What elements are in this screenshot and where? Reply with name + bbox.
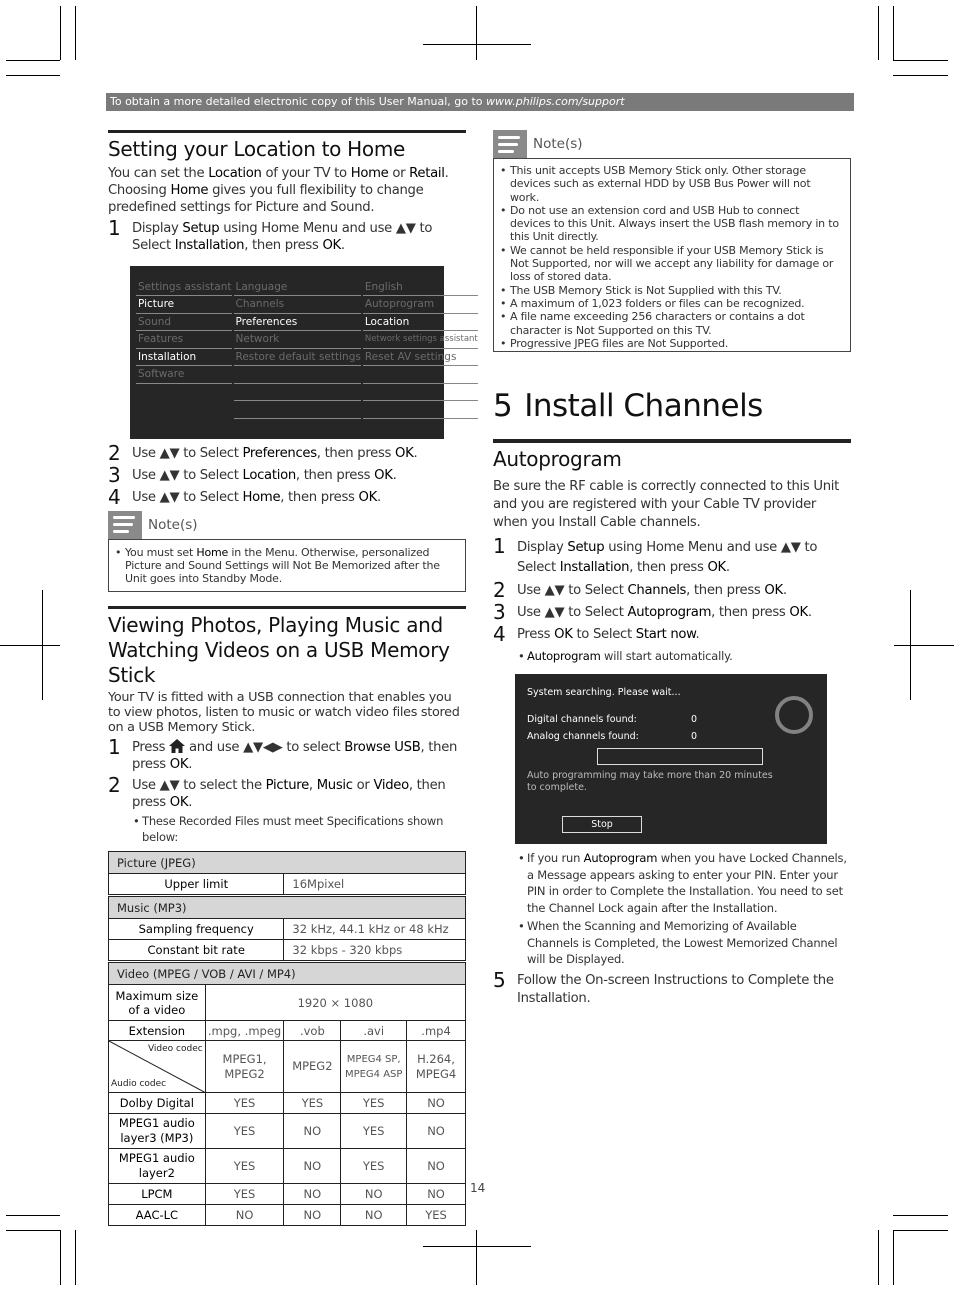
video-header: Video (MPEG / VOB / AVI / MP4) [109, 963, 466, 985]
support-cell: YES [205, 1093, 284, 1114]
codec-cell: H.264, MPEG4 [407, 1041, 466, 1093]
picture-header: Picture (JPEG) [109, 852, 466, 874]
menu-row [136, 296, 478, 314]
banner-text: To obtain a more detailed electronic copy of this User Manual, go to [110, 95, 487, 108]
music-header: Music (MP3) [109, 897, 466, 919]
home-icon [169, 739, 185, 753]
crop-mark [423, 44, 531, 45]
support-cell: NO [284, 1184, 341, 1205]
menu-cell: Network settings assistant [363, 331, 478, 349]
note-item: • You must set Home in the Menu. Otherwise, personalized Picture and Sound Settings will Not Be Memorized after the Unit goes into Standby Mode. [115, 546, 457, 586]
autoprogram-bullet: • Autoprogram will start automatically. [493, 648, 851, 664]
sampling-value: 32 kHz, 44.1 kHz or 48 kHz [284, 919, 466, 940]
support-cell: NO [407, 1093, 466, 1114]
support-cell: NO [341, 1205, 407, 1226]
note-header [108, 511, 466, 539]
support-cell: YES [341, 1093, 407, 1114]
audio-format-label: LPCM [109, 1184, 206, 1205]
support-cell: NO [341, 1184, 407, 1205]
note-item: • This unit accepts USB Memory Stick only. Other storage devices such as external HDD by USB Bus Power will not work. [500, 164, 842, 204]
progress-bar [597, 748, 763, 765]
crop-mark [893, 1230, 948, 1231]
cbr-label: Constant bit rate [109, 940, 284, 961]
menu-cell: Features [136, 331, 232, 349]
chapter-title [493, 386, 851, 426]
crop-mark [423, 1246, 531, 1247]
usb-intro: Your TV is fitted with a USB connection that enables you to view photos, listen to music or watch video files stored on a USB Memory Stick. [108, 690, 460, 736]
menu-cell [363, 366, 478, 384]
table-row [109, 1149, 466, 1184]
crop-mark [75, 1230, 76, 1285]
extension-cell: .mpg, .mpeg [205, 1021, 284, 1041]
audio-format-label: MPEG1 audio layer3 (MP3) [109, 1114, 206, 1149]
searching-text: System searching. Please wait... [527, 687, 681, 699]
crop-mark [0, 645, 60, 646]
crop-mark [893, 1230, 894, 1285]
support-cell: YES [407, 1205, 466, 1226]
support-banner [106, 93, 854, 111]
note-item: • Do not use an extension cord and USB Hub to connect devices to this Unit. Always insert the USB flash memory in to this Unit directly. [500, 204, 842, 244]
crop-mark [476, 1230, 477, 1285]
crop-mark [893, 6, 894, 60]
menu-cell [136, 401, 232, 419]
crop-mark [6, 60, 60, 61]
note-label: Note(s) [533, 136, 583, 152]
menu-cell [363, 383, 478, 401]
menu-row [136, 348, 478, 366]
digital-label: Digital channels found: [527, 714, 637, 726]
menu-cell [234, 401, 361, 419]
codec-cell: MPEG2 [284, 1041, 341, 1093]
location-step-1 [108, 218, 466, 254]
support-cell: NO [407, 1184, 466, 1205]
menu-cell: Network [234, 331, 361, 349]
menu-cell: Reset AV settings [363, 348, 478, 366]
note-icon [493, 130, 527, 158]
extension-cell: .vob [284, 1021, 341, 1041]
crop-mark [878, 6, 879, 60]
support-cell: NO [205, 1205, 284, 1226]
crop-mark [476, 6, 477, 60]
digital-value: 0 [691, 714, 698, 726]
sampling-label: Sampling frequency [109, 919, 284, 940]
menu-row [136, 278, 478, 296]
autoprogram-intro: Be sure the RF cable is correctly connected to this Unit and you are registered with your Cable TV provider when you Install Cable channels. [493, 479, 840, 531]
usb-step-1: 1 Press and use ▲▼◀▶ to select Browse USB, then press OK. [108, 735, 458, 773]
search-screen-screenshot [515, 674, 827, 844]
crop-mark [893, 75, 948, 76]
support-cell: YES [341, 1114, 407, 1149]
auto-step-4: 4 Press OK to Select Start now. [493, 622, 700, 647]
menu-cell: Restore default settings [234, 348, 361, 366]
step-text: Display Setup using Home Menu and use ▲▼ to Select Installation, then press OK. [132, 221, 433, 253]
menu-cell: Sound [136, 313, 232, 331]
usb-notes-list [500, 164, 842, 350]
table-row [109, 1114, 466, 1149]
location-step-3: 3 Use ▲▼ to Select Location, then press OK. [108, 462, 397, 487]
support-cell: YES [205, 1114, 284, 1149]
note-icon [108, 511, 142, 539]
support-cell: NO [407, 1114, 466, 1149]
extension-cell: .avi [341, 1021, 407, 1041]
spinner-icon [775, 696, 813, 734]
max-size-label: Maximum size of a video [109, 985, 206, 1021]
setup-menu-table [136, 278, 478, 419]
crop-mark [6, 1230, 60, 1231]
right-column [493, 130, 851, 1008]
extension-cell: .mp4 [407, 1021, 466, 1041]
video-codec-label: Video codec [147, 1044, 203, 1055]
crop-mark [893, 60, 948, 61]
menu-cell: Software [136, 366, 232, 384]
chapter-number: 5 [493, 388, 513, 425]
crop-mark [60, 6, 61, 60]
table-row [109, 1184, 466, 1205]
audio-format-label: Dolby Digital [109, 1093, 206, 1114]
support-cell: NO [284, 1149, 341, 1184]
max-size-value: 1920 × 1080 [205, 985, 465, 1021]
note-item: • A maximum of 1,023 folders or files can be recognized. [500, 297, 842, 310]
menu-row [136, 313, 478, 331]
analog-label: Analog channels found: [527, 731, 639, 743]
location-step-2: 2 Use ▲▼ to Select Preferences, then press OK. [108, 440, 418, 465]
section-title-location: Setting your Location to Home [108, 137, 406, 161]
cbr-value: 32 kbps - 320 kbps [284, 940, 466, 961]
auto-step-1: 1 Display Setup using Home Menu and use ▲▼ to Select Installation, then press OK. [493, 534, 818, 576]
support-cell: YES [341, 1149, 407, 1184]
table-row [109, 1205, 466, 1226]
audio-format-label: MPEG1 audio layer2 [109, 1149, 206, 1184]
note-item: • A file name exceeding 256 characters or contains a dot character is Not Supported on this TV. [500, 310, 842, 337]
support-cell: NO [284, 1114, 341, 1149]
usb-spec-table [108, 851, 466, 1226]
usb-spec-bullet: • These Recorded Files must meet Specifications shown below: [108, 813, 466, 845]
codec-cell: MPEG4 SP, MPEG4 ASP [341, 1041, 407, 1093]
note-item: • Progressive JPEG files are Not Supported. [500, 337, 842, 350]
menu-cell: Settings assistant [136, 278, 232, 296]
menu-cell [363, 401, 478, 419]
table-row [109, 1093, 466, 1114]
crop-mark [894, 645, 954, 646]
menu-row [136, 331, 478, 349]
note-header [493, 130, 851, 158]
support-link[interactable]: www.philips.com/support [486, 95, 625, 108]
crop-mark [878, 1230, 879, 1285]
support-cell: YES [284, 1093, 341, 1114]
location-intro: You can set the Location of your TV to Home or Retail. Choosing Home gives you full flexibility to change predefined settings for Picture and Sound. [108, 166, 449, 215]
note-item: • We cannot be held responsible if your USB Memory Stick is Not Supported, nor will we accept any liability for damage or loss of stored data. [500, 244, 842, 284]
auto-step-3: 3 Use ▲▼ to Select Autoprogram, then press OK. [493, 600, 812, 625]
menu-cell [136, 383, 232, 401]
analog-value: 0 [691, 731, 698, 743]
note-box-usb [493, 158, 851, 352]
menu-row [136, 366, 478, 384]
codec-diagonal-cell [109, 1041, 206, 1093]
menu-row [136, 383, 478, 401]
crop-mark [893, 1215, 948, 1216]
auto-step-2: 2 Use ▲▼ to Select Channels, then press OK. [493, 578, 787, 603]
section-title-usb: Viewing Photos, Playing Music and Watching Videos on a USB Memory Stick [108, 613, 450, 688]
menu-cell: Picture [136, 296, 232, 314]
menu-cell [234, 383, 361, 401]
step-number: 1 [108, 216, 121, 240]
autoprogram-complete-bullet: • When the Scanning and Memorizing of Available Channels is Completed, the Lowest Memorized Channel will be Displayed. [493, 918, 851, 968]
section-title-autoprogram: Autoprogram [493, 447, 622, 472]
menu-cell: English [363, 278, 478, 296]
codec-cell: MPEG1, MPEG2 [205, 1041, 284, 1093]
auto-step-5: 5 Follow the On-screen Instructions to Complete the Installation. [493, 967, 834, 1006]
chapter-name: Install Channels [524, 388, 763, 425]
crop-mark [75, 6, 76, 60]
support-cell: YES [205, 1149, 284, 1184]
setup-menu-screenshot [130, 266, 478, 439]
support-cell: NO [284, 1205, 341, 1226]
audio-format-label: AAC-LC [109, 1205, 206, 1226]
extension-label: Extension [109, 1021, 206, 1041]
crop-mark [6, 1215, 60, 1216]
note-box-location [108, 539, 466, 593]
crop-mark [6, 75, 60, 76]
upper-limit-value: 16Mpixel [284, 874, 466, 895]
support-cell: NO [407, 1149, 466, 1184]
crop-mark [60, 1230, 61, 1285]
page-number: 14 [470, 1181, 486, 1195]
menu-cell: Language [234, 278, 361, 296]
time-note: Auto programming may take more than 20 minutes to complete. [527, 770, 773, 794]
menu-cell: Autoprogram [363, 296, 478, 314]
menu-cell: Channels [234, 296, 361, 314]
menu-cell: Preferences [234, 313, 361, 331]
usb-step-2: 2 Use ▲▼ to select the Picture, Music or Video, then press OK. [108, 773, 446, 811]
menu-cell [234, 366, 361, 384]
upper-limit-label: Upper limit [109, 874, 284, 895]
support-cell: YES [205, 1184, 284, 1205]
stop-button[interactable]: Stop [562, 816, 642, 833]
menu-cell: Location [363, 313, 478, 331]
note-label: Note(s) [148, 516, 198, 533]
audio-codec-label: Audio codec [111, 1079, 167, 1090]
menu-cell: Installation [136, 348, 232, 366]
location-step-4: 4 Use ▲▼ to Select Home, then press OK. [108, 484, 381, 509]
note-item: • The USB Memory Stick is Not Supplied with this TV. [500, 284, 842, 297]
autoprogram-pin-bullet: • If you run Autoprogram when you have Locked Channels, a Message appears asking to enter your PIN. Enter your PIN in order to Complete the Installation. You need to set the Channel Lock again after the Installation. [493, 850, 851, 916]
menu-row [136, 401, 478, 419]
